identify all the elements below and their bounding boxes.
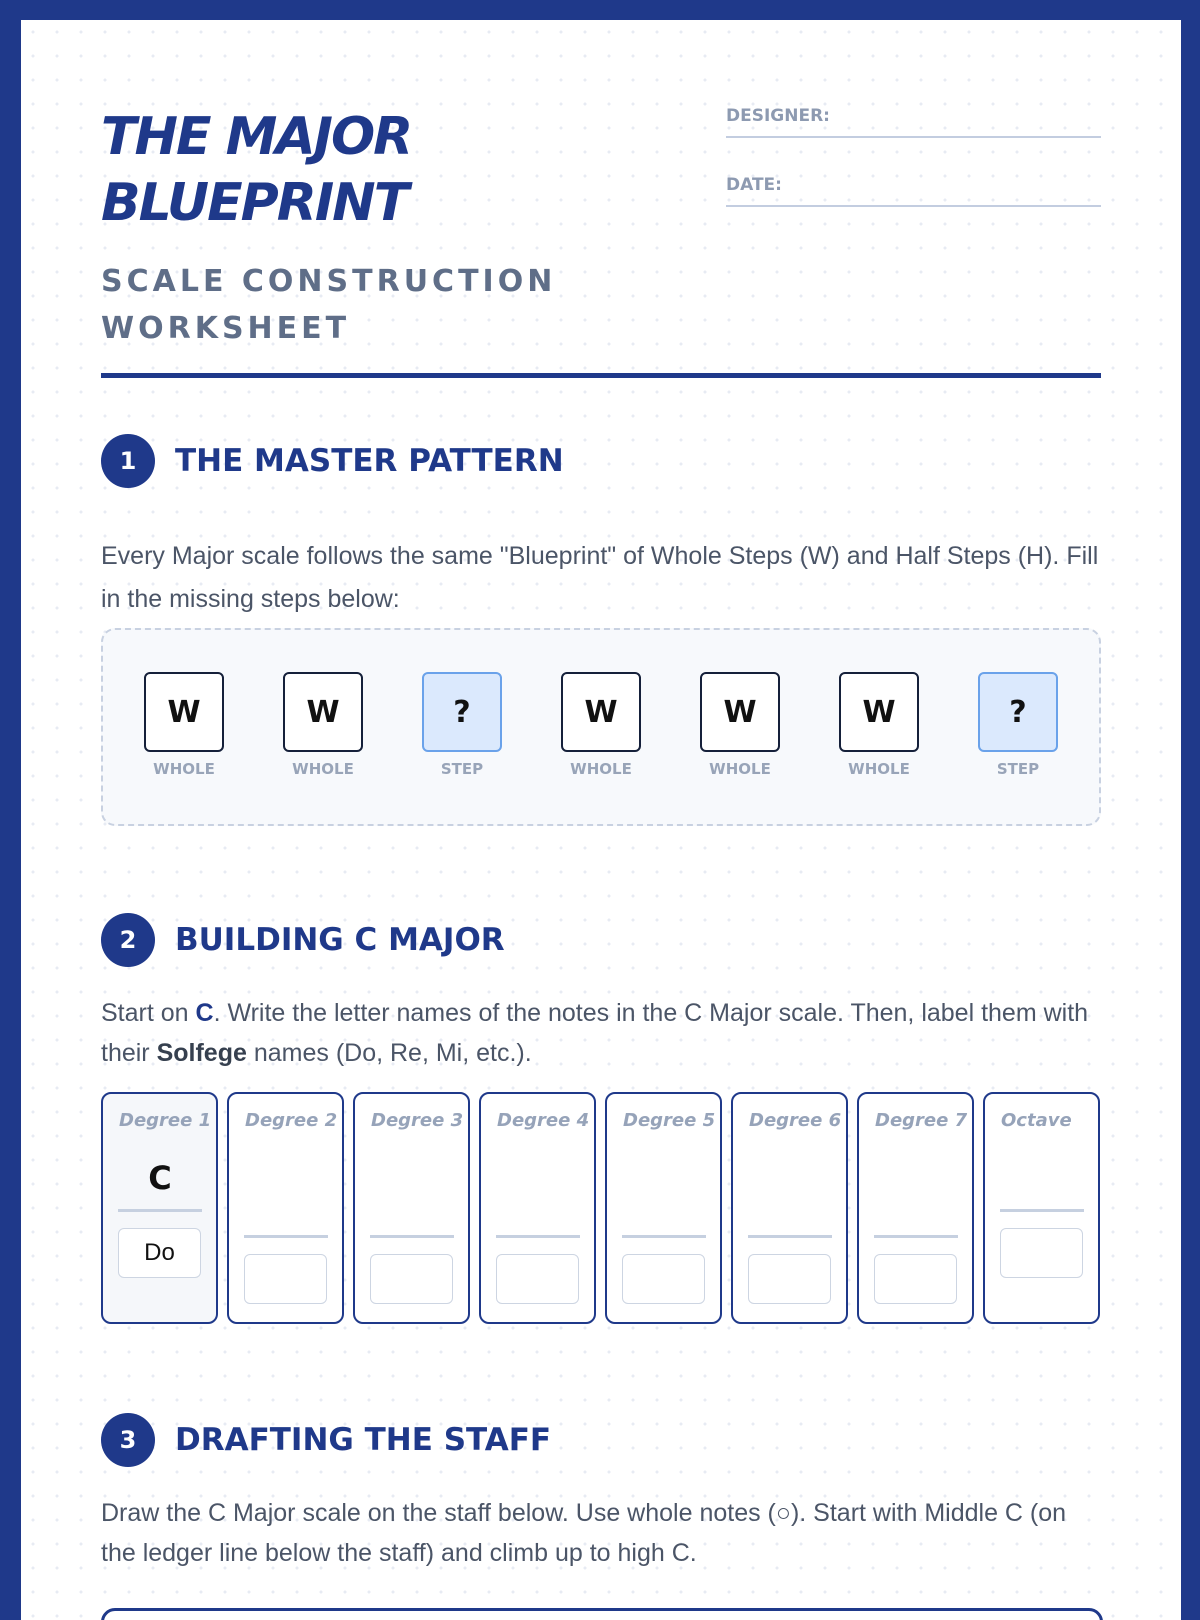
degree-card-3 [353,1092,470,1324]
note-write-line[interactable] [118,1209,202,1212]
section-3-number: 3 [101,1413,155,1467]
solfege-box[interactable] [370,1254,453,1304]
worksheet-subtitle [101,258,661,352]
step-label: STEP [996,760,1040,778]
instr-start-note: C [195,999,214,1027]
subtitle-line-2: WORKSHEET [101,311,351,346]
note-write-line[interactable] [370,1235,454,1238]
step-slot [283,672,363,778]
step-label: WHOLE [848,760,910,778]
step-label: WHOLE [709,760,771,778]
step-label: WHOLE [570,760,632,778]
section-3-instructions: Draw the C Major scale on the staff below. Use whole notes (○). Start with Middle C (on the ledger line below the staff) and climb up to high C. [101,1499,1067,1567]
step-label: WHOLE [292,760,354,778]
step-pattern-box [101,628,1101,826]
step-slot [700,672,780,778]
degree-label: Octave [1001,1110,1072,1131]
designer-label: DESIGNER: [726,106,1101,138]
step-box: W [283,672,363,752]
section-2-instructions [101,993,1101,1073]
worksheet-page [21,20,1181,1620]
degree-label: Degree 1 [119,1110,212,1131]
degree-card-octave [983,1092,1100,1324]
section-3-title: DRAFTING THE STAFF [175,1422,552,1458]
solfege-box[interactable] [622,1254,705,1304]
section-2-title: BUILDING C MAJOR [175,922,505,958]
section-1-number: 1 [101,434,155,488]
degree-label: Degree 7 [875,1110,968,1131]
degree-card-4 [479,1092,596,1324]
instr-solfege-term: Solfege [156,1039,247,1067]
degree-card-2 [227,1092,344,1324]
degree-label: Degree 4 [497,1110,590,1131]
section-1-header [101,434,564,488]
degree-card-1 [101,1092,218,1324]
solfege-box[interactable] [244,1254,327,1304]
degree-label: Degree 5 [623,1110,716,1131]
section-2-header [101,913,505,967]
instr-text: names (Do, Re, Mi, etc.). [246,1039,532,1067]
missing-step-box[interactable]: ? [422,672,502,752]
solfege-box[interactable] [1000,1228,1083,1278]
solfege-box[interactable] [874,1254,957,1304]
step-label: WHOLE [153,760,215,778]
note-write-line[interactable] [496,1235,580,1238]
step-slot [561,672,641,778]
solfege-box[interactable]: Do [118,1228,201,1278]
designer-field[interactable] [726,106,1101,138]
note-write-line[interactable] [622,1235,706,1238]
degree-label: Degree 3 [371,1110,464,1131]
degree-label: Degree 2 [245,1110,338,1131]
step-box: W [144,672,224,752]
note-write-line[interactable] [874,1235,958,1238]
step-box: W [839,672,919,752]
staff-drawing-area[interactable] [101,1608,1103,1620]
solfege-box[interactable] [496,1254,579,1304]
missing-step-box[interactable]: ? [978,672,1058,752]
step-box: W [700,672,780,752]
degree-card-6 [731,1092,848,1324]
note-write-line[interactable] [244,1235,328,1238]
step-box: W [561,672,641,752]
degree-label: Degree 6 [749,1110,842,1131]
section-2-number: 2 [101,913,155,967]
step-slot-missing [978,672,1058,778]
date-label: DATE: [726,175,1101,207]
note-write-line[interactable] [748,1235,832,1238]
step-slot [839,672,919,778]
section-3-header [101,1413,551,1467]
solfege-box[interactable] [748,1254,831,1304]
instr-text: Start on [101,999,196,1027]
note-letter: C [148,1159,172,1197]
section-1-instructions: Every Major scale follows the same "Blueprint" of Whole Steps (W) and Half Steps (H). Fill in the missing steps below: [101,542,1099,613]
title-line-1: THE MAJOR [101,107,412,167]
note-write-line[interactable] [1000,1209,1084,1212]
degree-card-5 [605,1092,722,1324]
instr-text: . Write the letter names of the notes in the C Major scale. Then, label them with their [101,999,1089,1067]
step-slot-missing [422,672,502,778]
date-field[interactable] [726,175,1101,207]
header-divider [101,373,1101,378]
worksheet-title [101,104,661,236]
step-slot [144,672,224,778]
title-line-2: BLUEPRINT [101,173,408,233]
subtitle-line-1: SCALE CONSTRUCTION [101,264,557,299]
step-label: STEP [440,760,484,778]
degree-card-7 [857,1092,974,1324]
section-1-title: THE MASTER PATTERN [175,443,564,479]
